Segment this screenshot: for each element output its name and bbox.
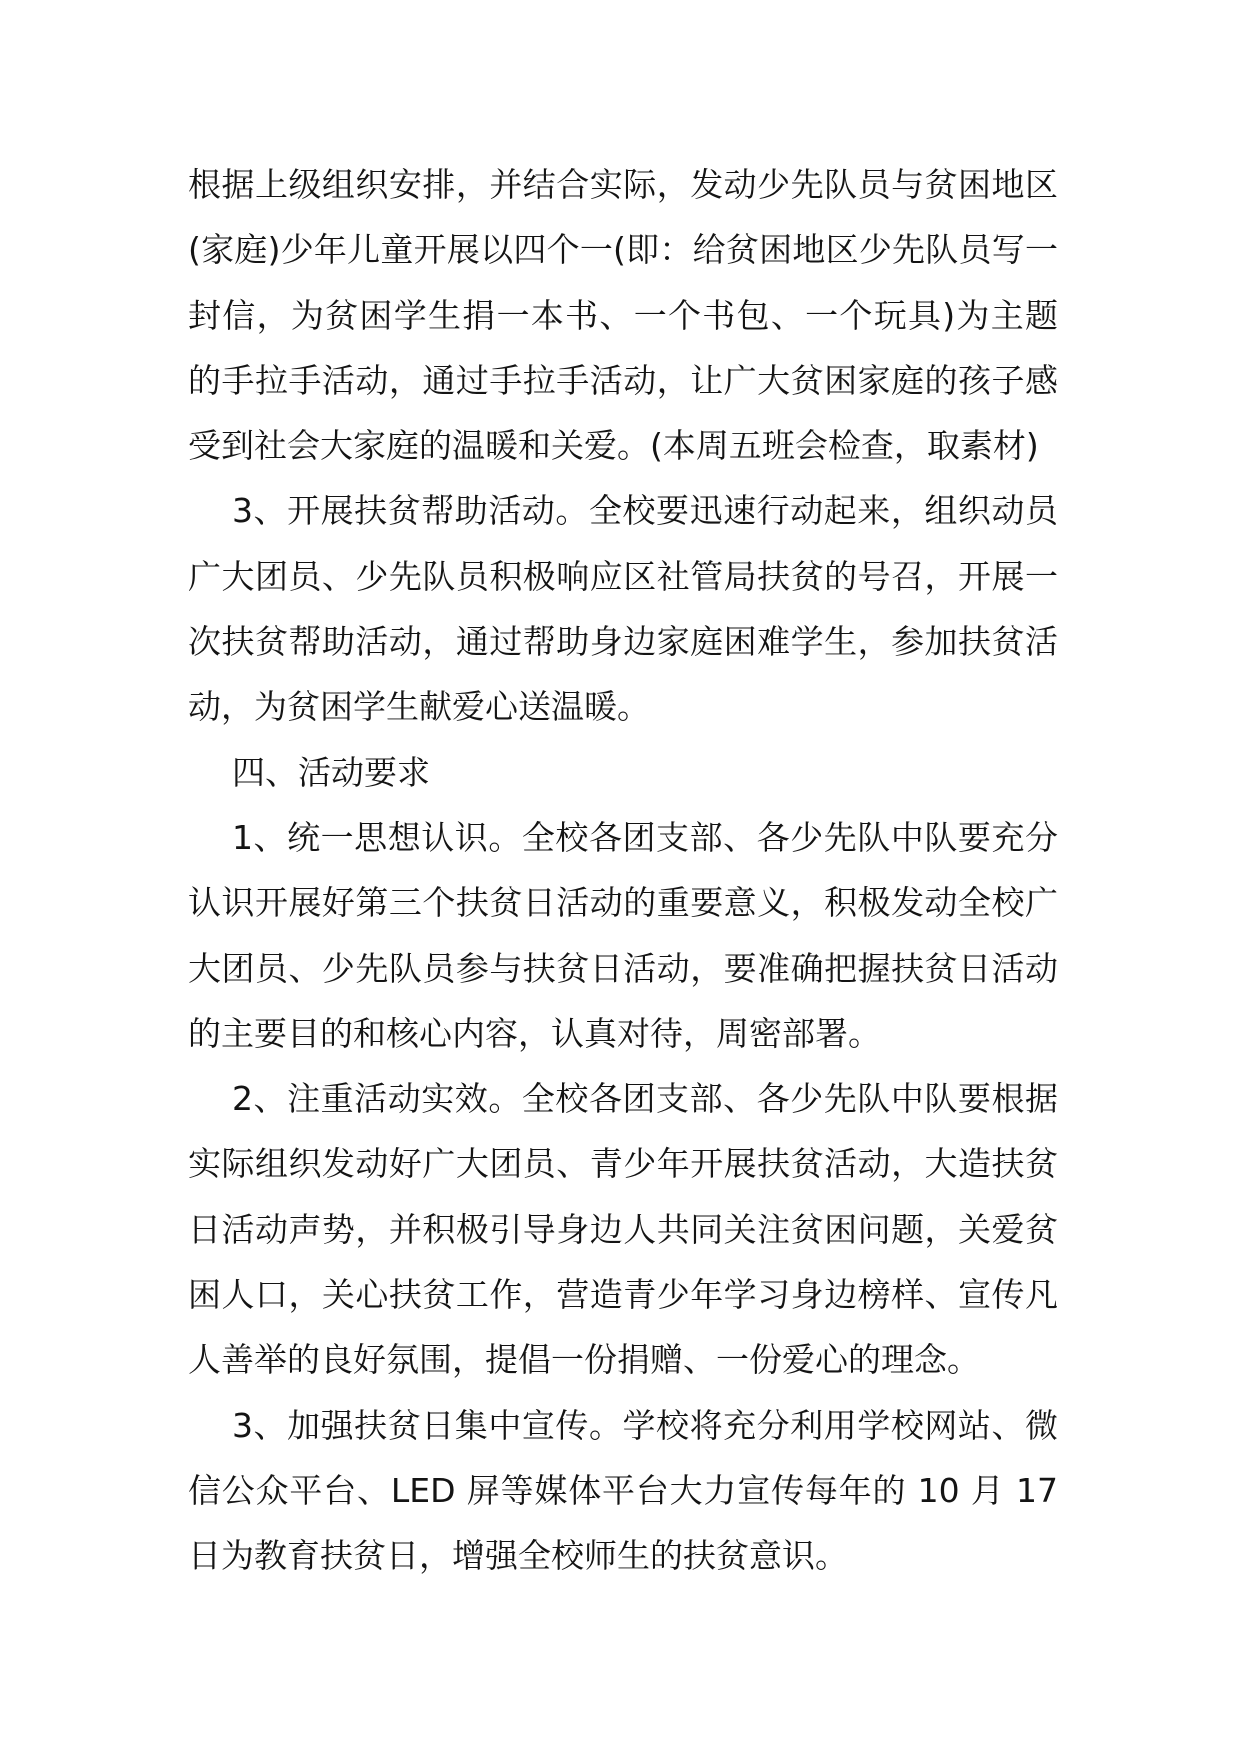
paragraph-requirement-3: 3、加强扶贫日集中宣传。学校将充分利用学校网站、微信公众平台、LED 屏等媒体平台大力宣传每年的 10 月 17 日为教育扶贫日，增强全校师生的扶贫意识。 [188, 1405, 1058, 1576]
paragraph-requirement-2: 2、注重活动实效。全校各团支部、各少先队中队要根据实际组织发动好广大团员、青少年开展扶贫活动，大造扶贫日活动声势，并积极引导身边人共同关注贫困问题，关爱贫困人口，关心扶贫工作，营造青少年学习身边榜样、宣传凡人善举的良好氛围，提倡一份捐赠、一份爱心的理念。 [188, 1079, 1058, 1380]
document-body [188, 152, 1058, 1589]
paragraph-item-3-poverty-help: 3、开展扶贫帮助活动。全校要迅速行动起来，组织动员广大团员、少先队员积极响应区社管局扶贫的号召，开展一次扶贫帮助活动，通过帮助身边家庭困难学生，参加扶贫活动，为贫困学生献爱心送温暖。 [188, 491, 1058, 727]
paragraph-requirement-1: 1、统一思想认识。全校各团支部、各少先队中队要充分认识开展好第三个扶贫日活动的重要意义，积极发动全校广大团员、少先队员参与扶贫日活动，要准确把握扶贫日活动的主要目的和核心内容，认真对待，周密部署。 [188, 817, 1058, 1053]
section-heading-requirements: 四、活动要求 [232, 752, 430, 792]
paragraph-continuation: 根据上级组织安排，并结合实际，发动少先队员与贫困地区(家庭)少年儿童开展以四个一(即：给贫困地区少先队员写一封信，为贫困学生捐一本书、一个书包、一个玩具)为主题的手拉手活动，通过手拉手活动，让广大贫困家庭的孩子感受到社会大家庭的温暖和关爱。(本周五班会检查，取素材) [188, 165, 1058, 466]
